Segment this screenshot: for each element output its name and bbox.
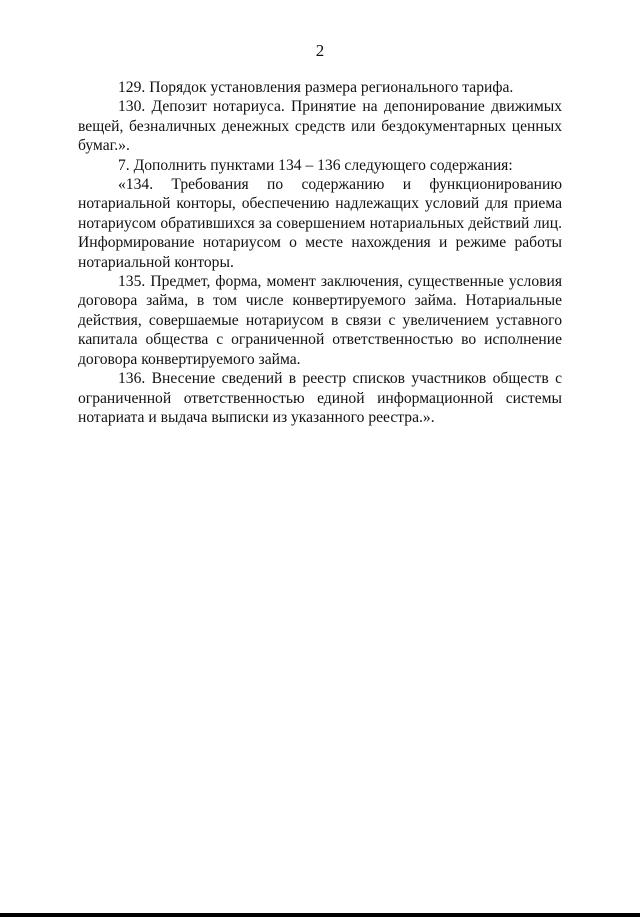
paragraph-134: «134. Требования по содержанию и функционированию нотариальной конторы, обеспечению надлежащих условий для приема нотариусом обратившихся за совершением нотариальных действий лиц. Информирование нотариусом о месте нахождения и режиме работы нотариальной конторы. — [78, 176, 562, 271]
paragraph-amendment-7: 7. Дополнить пунктами 134 – 136 следующего содержания: — [118, 156, 513, 174]
paragraph-129: 129. Порядок установления размера регионального тарифа. — [118, 79, 514, 96]
paragraph-136: 136. Внесение сведений в реестр списков участников обществ с ограниченной ответственностью единой информационной системы нотариата и выдача выписки из указанного реестра.». — [78, 370, 562, 426]
scan-bottom-edge — [0, 913, 640, 917]
page-number: 2 — [315, 41, 325, 60]
document-body — [78, 78, 562, 427]
paragraph-135: 135. Предмет, форма, момент заключения, существенные условия договора займа, в том числе конвертируемого займа. Нотариальные действия, совершаемые нотариусом в связи с увеличением уставного капитала общества с ограниченной ответственностью во исполнение договора конвертируемого займа. — [78, 273, 562, 368]
paragraph-130: 130. Депозит нотариуса. Принятие на депонирование движимых вещей, безналичных денежных средств или бездокументарных ценных бумаг.». — [78, 98, 562, 155]
